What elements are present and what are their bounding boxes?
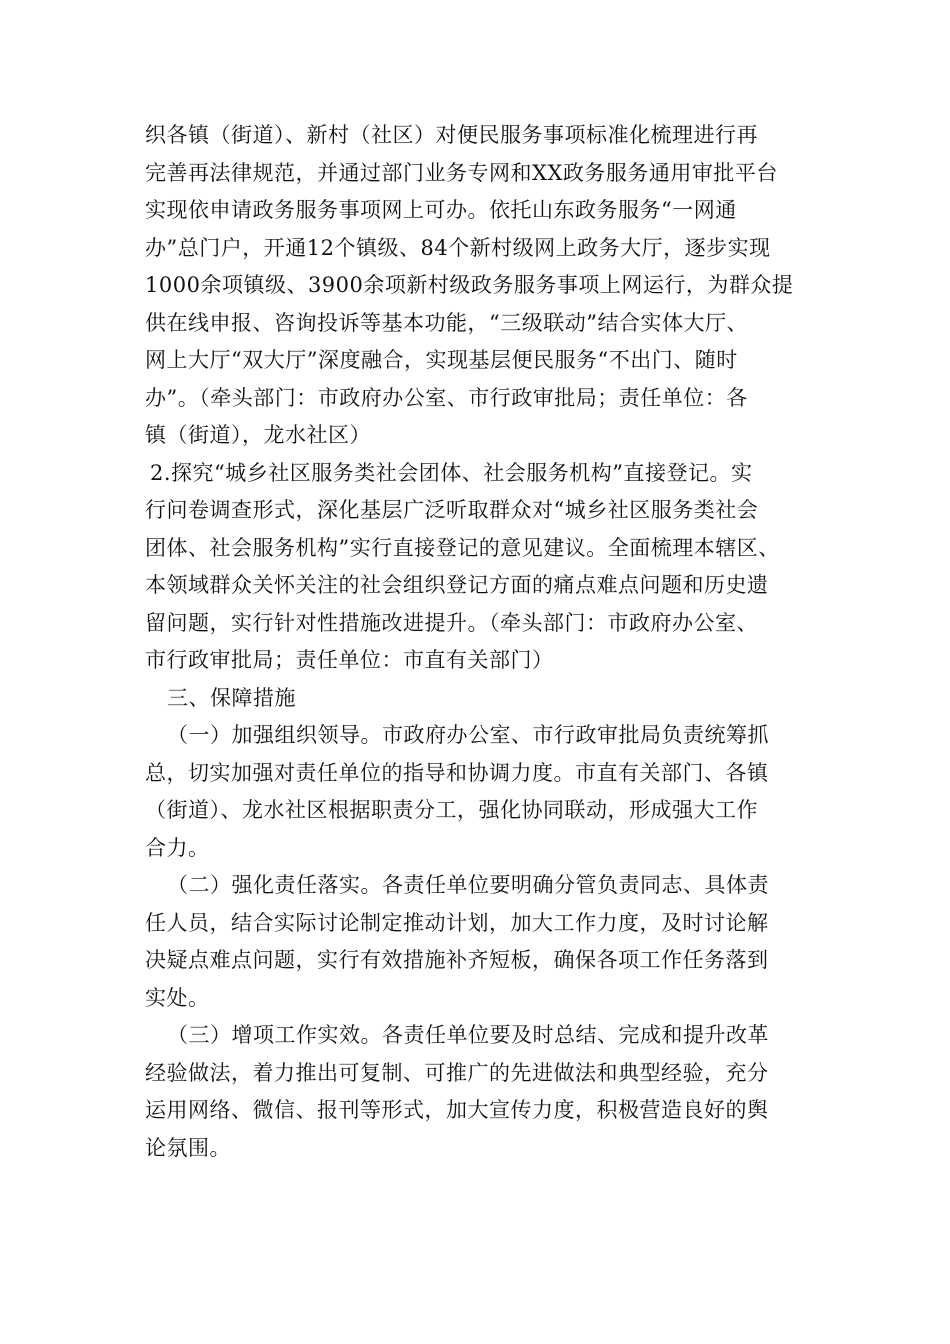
text-line: 经验做法，着力推出可复制、可推广的先进做法和典型经验，充分 (145, 1060, 769, 1085)
text-line: 网上大厅“双大厅”深度融合，实现基层便民服务“不出门、随时 (145, 348, 738, 372)
paragraph-item-2-start: 2.探究“城乡社区服务类社会团体、社会服务机构”直接登记。实 (150, 460, 753, 485)
text-line: 1000余项镇级、3900余项新村级政务服务事项上网运行，为群众提 (145, 273, 794, 297)
text-line: 任人员，结合实际讨论制定推动计划，加大工作力度，及时讨论解 (145, 910, 769, 935)
document-body (145, 117, 805, 1167)
text-line: 织各镇（街道）、新村（社区）对便民服务事项标准化梳理进行再 (145, 123, 758, 147)
text-line: 运用网络、微信、报刊等形式，加大宣传力度，积极营造良好的舆 (145, 1098, 769, 1122)
section-heading-safeguards: 三、保障措施 (167, 685, 296, 710)
text-line: 完善再法律规范，并通过部门业务专网和XX政务服务通用审批平台 (145, 160, 778, 185)
text-line: 市行政审批局；责任单位：市直有关部门） (145, 648, 554, 672)
text-line: 实现依申请政务服务事项网上可办。依托山东政务服务“一网通 (145, 198, 737, 222)
subsection-1-start: （一）加强组织领导。市政府办公室、市行政审批局负责统筹抓 (167, 723, 769, 747)
text-line: 合力。 (145, 835, 210, 860)
text-line: 团体、社会服务机构”实行直接登记的意见建议。全面梳理本辖区、 (145, 535, 780, 560)
text-line: 总，切实加强对责任单位的指导和协调力度。市直有关部门、各镇 (145, 760, 769, 785)
subsection-3-start: （三）增项工作实效。各责任单位要及时总结、完成和提升改革 (167, 1023, 769, 1047)
text-line: 办”总门户，开通12个镇级、84个新村级网上政务大厅，逐步实现 (145, 235, 771, 260)
text-line: 留问题，实行针对性措施改进提升。（牵头部门：市政府办公室、 (145, 610, 758, 635)
text-line: 论氛围。 (145, 1135, 231, 1160)
text-line: 本领域群众关怀关注的社会组织登记方面的痛点难点问题和历史遗 (145, 573, 769, 597)
text-line: 实处。 (145, 985, 210, 1010)
text-line: 镇（街道），龙水社区） (145, 423, 371, 447)
text-line: 决疑点难点问题，实行有效措施补齐短板，确保各项工作任务落到 (145, 948, 769, 972)
subsection-2-start: （二）强化责任落实。各责任单位要明确分管负责同志、具体责 (167, 873, 769, 897)
text-line: （街道）、龙水社区根据职责分工，强化协同联动，形成强大工作 (145, 798, 758, 822)
text-line: 办”。（牵头部门：市政府办公室、市行政审批局；责任单位：各 (145, 385, 748, 410)
text-line: 供在线申报、咨询投诉等基本功能，“三级联动”结合实体大厅、 (145, 310, 748, 335)
text-line: 行问卷调查形式，深化基层广泛听取群众对“城乡社区服务类社会 (145, 498, 759, 522)
